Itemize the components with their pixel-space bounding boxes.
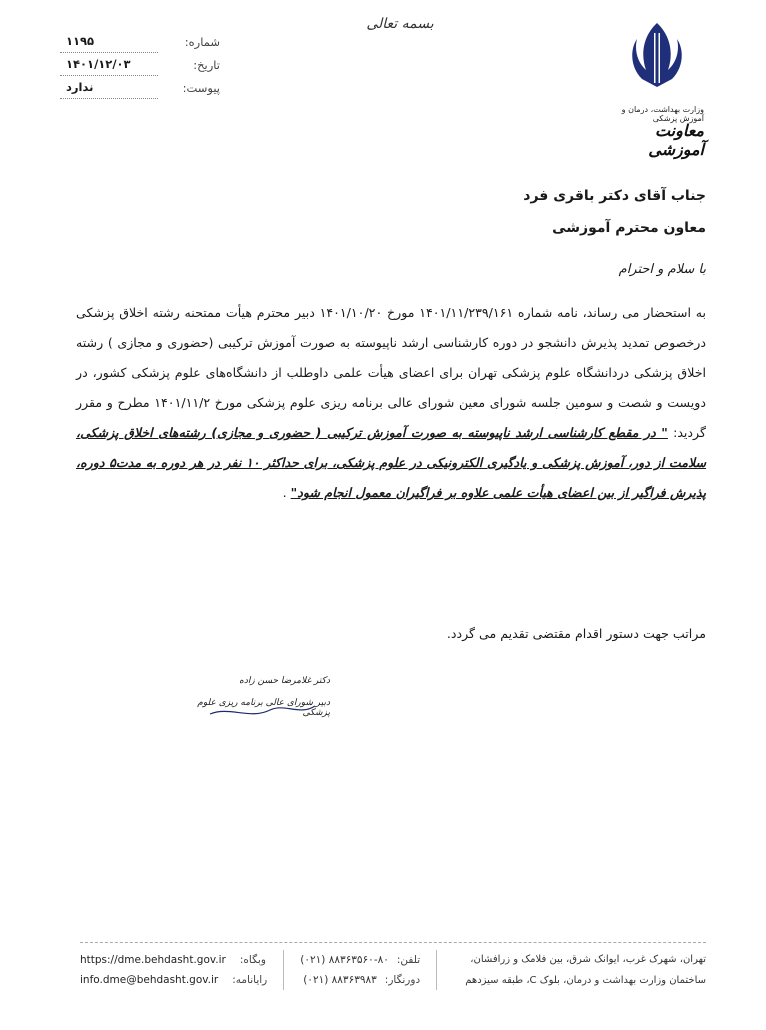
fax-label: دورنگار: [384,974,421,986]
signature [190,676,330,726]
footer-address [453,950,706,990]
basmala: بسمه تعالی [366,16,434,32]
meta-date-value: ۱۴۰۱/۱۲/۰۳ [60,53,158,76]
footer-divider [80,942,706,943]
body-paragraph: به استحضار می رساند، نامه شماره ۱۴۰۱/۱۱/۲۳۹/۱۶۱ مورخ ۱۴۰۱/۱۰/۲۰ دبیر محترم هیأت ممتحنه رشته اخلاق پزشکی درخصوص تمدید پذیرش دانشجو در دوره کارشناسی ارشد ناپیوسته به صورت آموزش ترکیبی (حضوری و مجازی ) رشته اخلاق پزشکی دردانشگاه علوم پزشکی تهران برای اعضای هیأت علمی داوطلب از دانشگاه‌های علوم پزشکی کشور، در دویست و شصت و سومین جلسه شورای معین شورای عالی برنامه ریزی علوم پزشکی مورخ ۱۴۰۱/۱۱/۲ مطرح و مقرر گردید: [76,305,706,440]
letter-body [76,298,706,508]
meta-date-row [60,53,220,76]
footer-web [80,950,267,990]
phone-number: (۰۲۱) ۸۸۳۶۳۵۶۰-۸۰ [300,954,389,966]
footer-phones [300,950,420,990]
email-label: رایانامه: [232,974,268,986]
website-label: وبگاه: [239,954,266,966]
email-link[interactable]: info.dme@behdasht.gov.ir [80,974,219,986]
phone-label: تلفن: [396,954,421,966]
meta-date-label: تاریخ: [193,57,220,72]
fax-number: (۰۲۱) ۸۸۳۶۳۹۸۳ [303,974,377,986]
address-line-1: تهران، شهرک غرب، ایوانک شرق، بین فلامک و زرافشان، [470,954,706,965]
meta-number-row [60,30,220,53]
footer-separator [436,950,437,990]
closing-line: مراتب جهت دستور اقدام مقتضی تقدیم می گردد. [446,626,706,641]
website-link[interactable]: https://dme.behdasht.gov.ir [80,954,226,966]
meta-attachment-label: پیوست: [182,80,220,95]
letter-meta [60,30,220,99]
meta-number-value: ۱۱۹۵ [60,30,158,53]
recipient-block [406,180,706,244]
emblem-icon [622,15,692,95]
recipient-name: جناب آقای دکتر باقری فرد [523,188,706,204]
signature-name: دکتر غلامرضا حسن زاده [239,676,330,686]
body-resolution: " در مقطع کارشناسی ارشد ناپیوسته به صورت آموزش ترکیبی ( حضوری و مجازی) رشته‌های اخلاق پزشکی، سلامت از دور، آموزش پزشکی و یادگیری الکترونیکی در علوم پزشکی، برای حداکثر ۱۰ نفر در هر دوره به مدت۵ دوره، پذیرش فراگیر از بین اعضای هیأت علمی علاوه بر فراگیران معمول انجام شود" [76,425,707,500]
ministry-name: وزارت بهداشت، درمان و آموزش پزشکی [621,105,704,123]
department-name: معاونت آموزشی [648,121,704,159]
body-tail: . [282,485,287,500]
greeting: با سلام و احترام [618,262,706,277]
meta-attachment-value: ندارد [60,76,158,99]
address-line-2: ساختمان وزارت بهداشت و درمان، بلوک C، طبقه سیزدهم [465,975,706,986]
ministry-logo [600,15,710,159]
signature-title: دبیر شورای عالی برنامه ریزی علوم پزشکی [197,698,330,718]
meta-attachment-row [60,76,220,99]
recipient-title: معاون محترم آموزشی [552,220,706,236]
signature-stroke [190,676,330,726]
footer-separator [283,950,284,990]
letter-footer [80,950,706,990]
meta-number-label: شماره: [184,34,220,49]
